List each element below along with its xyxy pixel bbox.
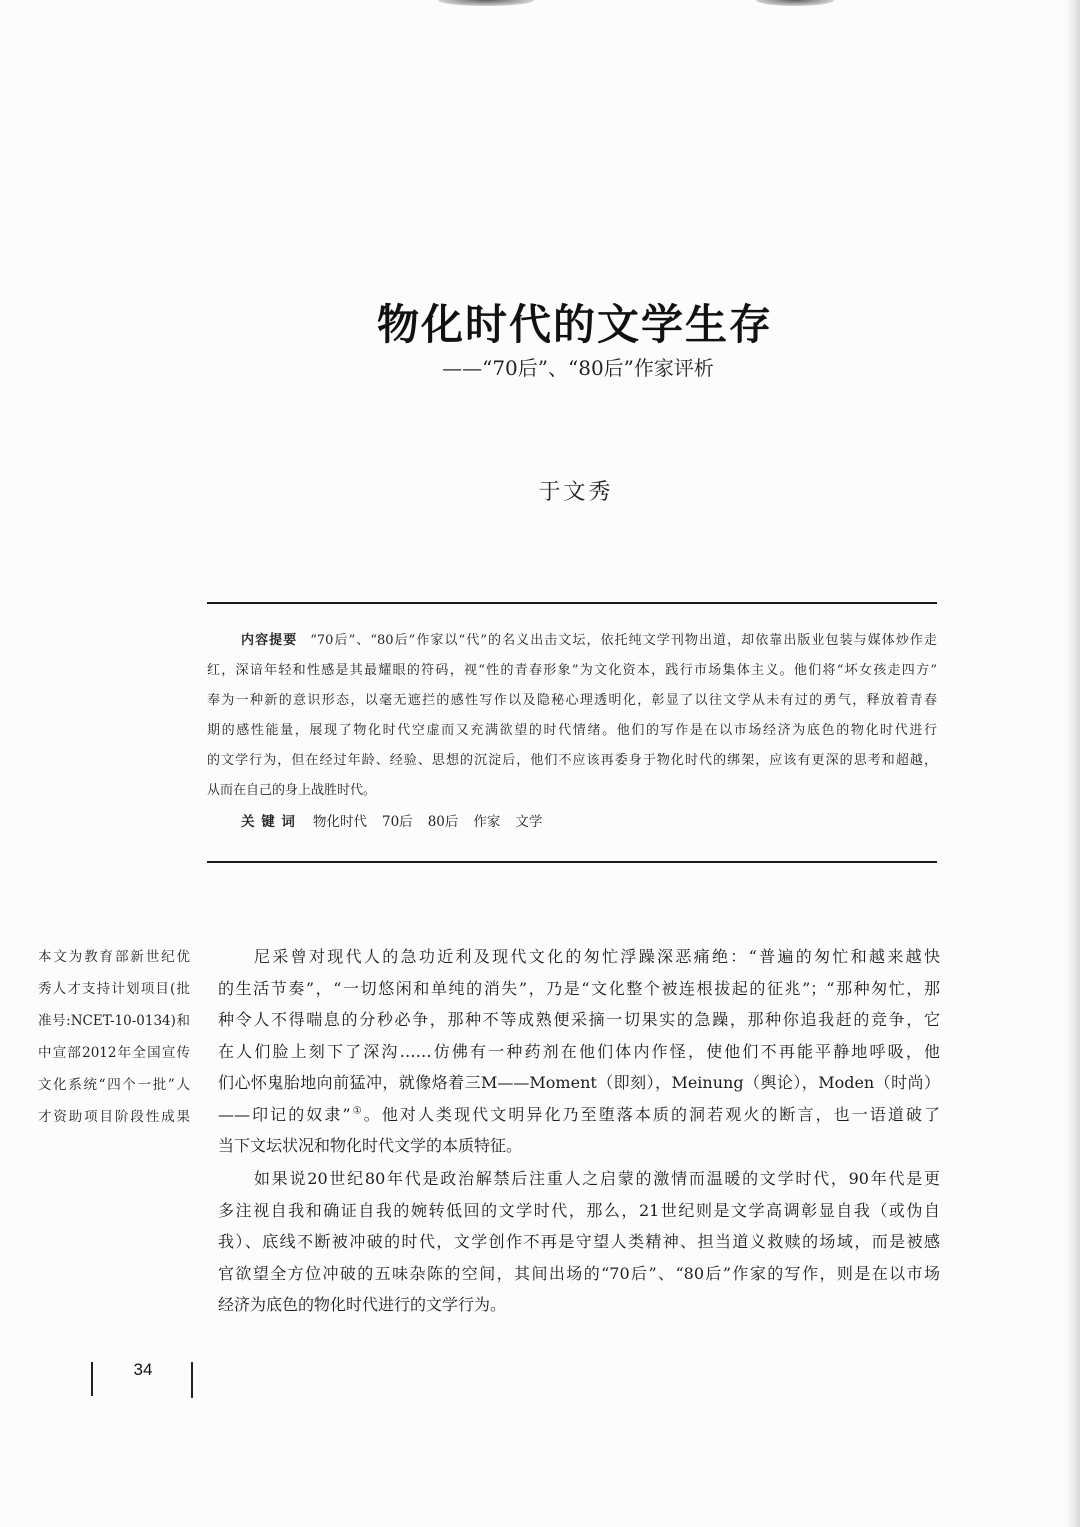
body-line bbox=[218, 1099, 940, 1131]
scan-shadow-top-left bbox=[438, 0, 534, 6]
page-number-right-bar bbox=[191, 1362, 193, 1398]
abstract-top-rule bbox=[207, 602, 937, 604]
body-line: 当下文坛状况和物化时代文学的本质特征。 bbox=[218, 1136, 523, 1155]
body-paragraph-2 bbox=[218, 1163, 940, 1321]
body-line: 官欲望全方位冲破的五味杂陈的空间，其间出场的“70后”、“80后”作家的写作，则是在以市场 bbox=[218, 1263, 940, 1283]
scan-shadow-right-edge bbox=[1066, 0, 1080, 1527]
funding-note-line: 本文为教育部新世纪优 bbox=[38, 949, 190, 965]
body-line: 我）、底线不断被冲破的时代，文学创作不再是守望人类精神、担当道义救赎的场域，而是被感 bbox=[218, 1232, 940, 1251]
scan-shadow-top-right bbox=[756, 0, 834, 6]
keyword-item: 文学 bbox=[515, 814, 543, 830]
abstract-label: 内容提要 bbox=[241, 633, 298, 648]
body-paragraph-1 bbox=[218, 941, 940, 1162]
body-line: 的生活节奏”，“一切悠闲和单纯的消失”，乃是“文化整个被连根拔起的征兆”；“那种匆忙，那 bbox=[218, 978, 940, 998]
keyword-item: 物化时代 bbox=[313, 814, 367, 830]
page-number: 34 bbox=[133, 1360, 153, 1379]
funding-note-line: 文化系统“四个一批”人 bbox=[38, 1077, 190, 1093]
funding-note-line: 准号:NCET-10-0134)和 bbox=[38, 1013, 190, 1029]
keywords-label: 关 键 词 bbox=[241, 814, 295, 830]
keyword-item: 80后 bbox=[427, 814, 459, 830]
article-author: 于文秀 bbox=[538, 480, 614, 505]
keyword-item: 70后 bbox=[382, 814, 413, 830]
funding-note-line: 秀人才支持计划项目(批 bbox=[38, 981, 190, 997]
keyword-item: 作家 bbox=[473, 814, 501, 830]
body-line: 经济为底色的物化时代进行的文学行为。 bbox=[218, 1295, 507, 1314]
abstract-line: 红，深谙年轻和性感是其最耀眼的符码，视“性的青春形象”为文化资本，践行市场集体主义。他们将“坏女孩走四方” bbox=[207, 663, 937, 678]
abstract-bottom-rule bbox=[207, 861, 937, 863]
body-line: 在人们脸上刻下了深沟……仿佛有一种药剂在他们体内作怪，使他们不再能平静地呼吸，他 bbox=[218, 1041, 940, 1061]
body-line: 们心怀鬼胎地向前猛冲，就像烙着三M——Moment（即刻），Meinung（舆论），Moden（时尚） bbox=[218, 1073, 940, 1092]
funding-note bbox=[38, 941, 190, 1133]
article-title: 物化时代的文学生存 bbox=[376, 300, 773, 349]
body-line: 尼采曾对现代人的急功近利及现代文化的匆忙浮躁深恶痛绝：“普遍的匆忙和越来越快 bbox=[254, 947, 940, 966]
abstract-line: 的文学行为，但在经过年龄、经验、思想的沉淀后，他们不应该再委身于物化时代的绑架，应该有更深的思考和超越， bbox=[207, 753, 937, 768]
funding-note-line: 中宣部2012年全国宣传 bbox=[38, 1045, 190, 1061]
funding-note-line: 才资助项目阶段性成果 bbox=[38, 1109, 190, 1125]
abstract-line: 期的感性能量，展现了物化时代空虚而又充满欲望的时代情绪。他们的写作是在以市场经济为底色的物化时代进行 bbox=[207, 723, 937, 738]
abstract-line-text: “70后”、“80后”作家以“代”的名义出击文坛，依托纯文学刊物出道，却依靠出版业包装与媒体炒作走 bbox=[310, 633, 937, 648]
abstract-line: 从而在自己的身上战胜时代。 bbox=[207, 783, 377, 798]
keywords-row bbox=[241, 807, 542, 837]
abstract-block bbox=[207, 626, 937, 806]
footnote-marker: ① bbox=[350, 1105, 364, 1117]
article-subtitle: ——“70后”、“80后”作家评析 bbox=[442, 356, 714, 380]
body-line: 如果说20世纪80年代是政治解禁后注重人之启蒙的激情而温暖的文学时代，90年代是更 bbox=[254, 1169, 940, 1188]
body-line: 种令人不得喘息的分秒必争，那种不等成熟便采摘一切果实的急躁，那种你追我赶的竞争，它 bbox=[218, 1010, 940, 1029]
body-line-text: ——印记的奴隶” bbox=[218, 1104, 351, 1124]
body-line-text: 。他对人类现代文明异化乃至堕落本质的洞若观火的断言，也一语道破了 bbox=[363, 1104, 940, 1124]
abstract-line: 奉为一种新的意识形态，以毫无遮拦的感性写作以及隐秘心理透明化，彰显了以往文学从未有过的勇气，释放着青春 bbox=[207, 693, 937, 708]
abstract-line bbox=[207, 626, 937, 656]
page-number-left-bar bbox=[91, 1362, 93, 1396]
body-line: 多注视自我和确证自我的婉转低回的文学时代，那么，21世纪则是文学高调彰显自我（或伪自 bbox=[218, 1200, 940, 1220]
